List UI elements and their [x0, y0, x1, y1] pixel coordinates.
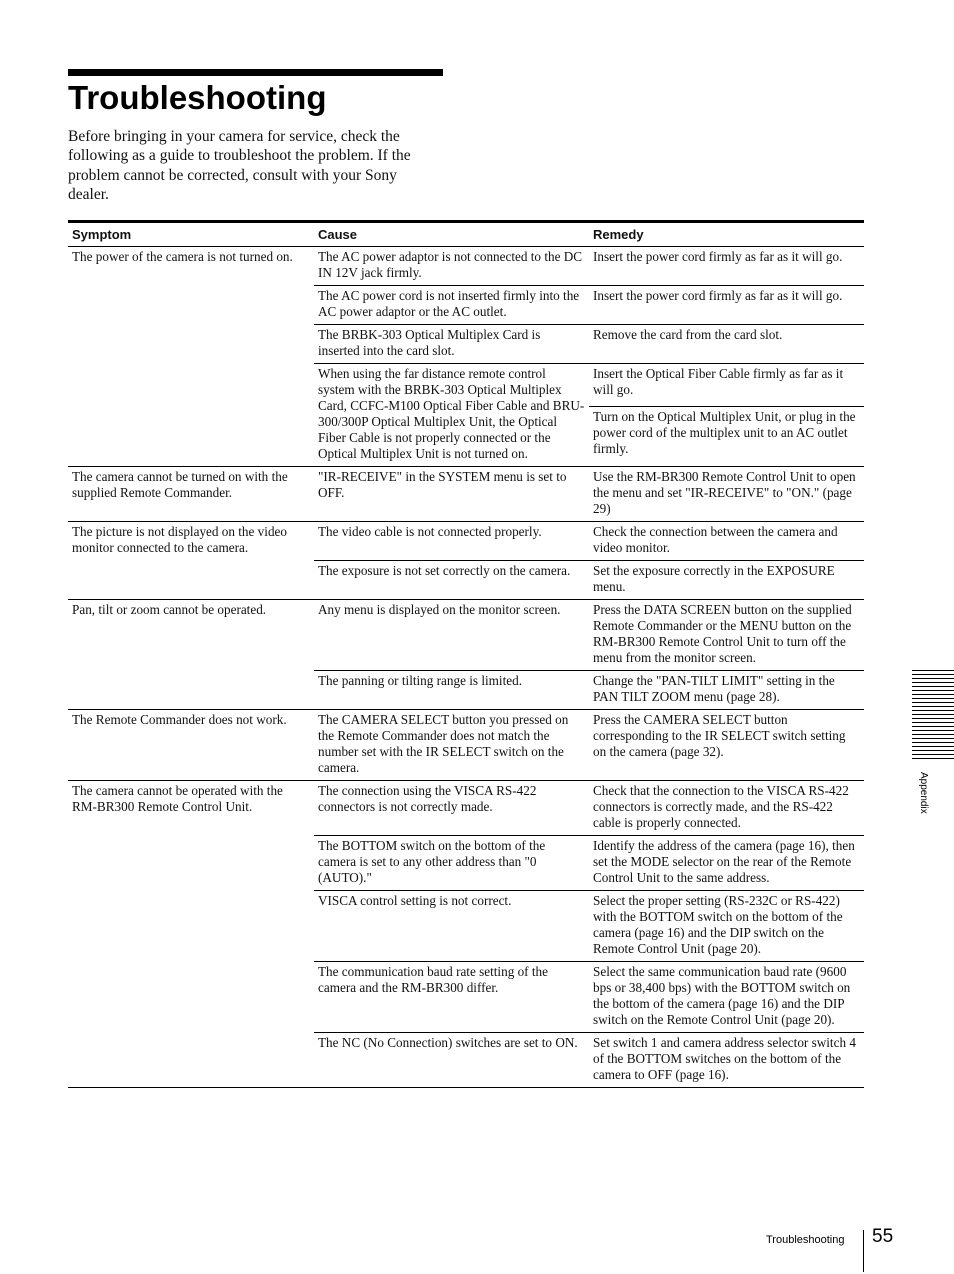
intro-paragraph: Before bringing in your camera for service, check the following as a guide to troubleshoot the problem. If the problem cannot be corrected, consult with your Sony dealer.: [68, 128, 411, 203]
header-cause: Cause: [314, 222, 589, 247]
page-title: Troubleshooting: [68, 79, 327, 116]
remedy-cell: Select the proper setting (RS-232C or RS-422) with the BOTTOM switch on the bottom of the camera (page 16) and the DIP switch on the Remote Control Unit (page 20).: [589, 891, 864, 962]
cause-cell: The AC power adaptor is not connected to the DC IN 12V jack firmly.: [314, 247, 589, 286]
symptom-cell: The power of the camera is not turned on.: [68, 247, 314, 467]
remedy-cell: Identify the address of the camera (page 16), then set the MODE selector on the rear of the Remote Control Unit to the same address.: [589, 836, 864, 891]
cause-cell: The BOTTOM switch on the bottom of the camera is set to any other address than "0 (AUTO).": [314, 836, 589, 891]
remedy-cell: Insert the Optical Fiber Cable firmly as far as it will go.: [589, 364, 864, 407]
table-body: [68, 247, 864, 1088]
remedy-cell: Select the same communication baud rate (9600 bps or 38,400 bps) with the BOTTOM switch on the bottom of the camera (page 16) and the DIP switch on the Remote Control Unit (page 20).: [589, 962, 864, 1033]
cause-cell: The communication baud rate setting of the camera and the RM-BR300 differ.: [314, 962, 589, 1033]
header-remedy: Remedy: [589, 222, 864, 247]
cause-cell: The BRBK-303 Optical Multiplex Card is inserted into the card slot.: [314, 325, 589, 364]
footer-divider: [863, 1230, 864, 1272]
symptom-cell: The picture is not displayed on the video monitor connected to the camera.: [68, 522, 314, 600]
table-row: [68, 600, 864, 671]
title-rule: [68, 69, 443, 76]
cause-cell: The AC power cord is not inserted firmly into the AC power adaptor or the AC outlet.: [314, 286, 589, 325]
side-tab-label: Appendix: [918, 772, 929, 814]
cause-cell: The CAMERA SELECT button you pressed on the Remote Commander does not match the number set with the IR SELECT switch on the camera.: [314, 710, 589, 781]
table-row: [68, 781, 864, 836]
cause-cell: "IR-RECEIVE" in the SYSTEM menu is set to OFF.: [314, 467, 589, 522]
table-row: [68, 467, 864, 522]
table-row: [68, 522, 864, 561]
table-row: [68, 710, 864, 781]
cause-cell: When using the far distance remote control system with the BRBK-303 Optical Multiplex Card, CCFC-M100 Optical Fiber Cable and BRU-300/300P Optical Multiplex Unit, the Optical Fiber Cable is not properly connected or the Optical Multiplex Unit is not turned on.: [314, 364, 589, 467]
remedy-cell: Press the CAMERA SELECT button corresponding to the IR SELECT switch setting on the camera (page 32).: [589, 710, 864, 781]
symptom-cell: Pan, tilt or zoom cannot be operated.: [68, 600, 314, 710]
remedy-cell: Check the connection between the camera and video monitor.: [589, 522, 864, 561]
remedy-cell: Set the exposure correctly in the EXPOSURE menu.: [589, 561, 864, 600]
cause-cell: The NC (No Connection) switches are set to ON.: [314, 1033, 589, 1088]
symptom-cell: The camera cannot be operated with the RM-BR300 Remote Control Unit.: [68, 781, 314, 1088]
remedy-cell: Press the DATA SCREEN button on the supplied Remote Commander or the MENU button on the RM-BR300 Remote Control Unit to turn off the menu from the monitor screen.: [589, 600, 864, 671]
symptom-cell: The Remote Commander does not work.: [68, 710, 314, 781]
table-row: [68, 247, 864, 286]
table-header-row: [68, 222, 864, 247]
symptom-cell: The camera cannot be turned on with the supplied Remote Commander.: [68, 467, 314, 522]
remedy-cell: Change the "PAN-TILT LIMIT" setting in the PAN TILT ZOOM menu (page 28).: [589, 671, 864, 710]
remedy-cell: Remove the card from the card slot.: [589, 325, 864, 364]
cause-cell: Any menu is displayed on the monitor screen.: [314, 600, 589, 671]
troubleshooting-table: [68, 220, 864, 1088]
cause-cell: VISCA control setting is not correct.: [314, 891, 589, 962]
page-number: 55: [872, 1226, 894, 1247]
remedy-cell: Insert the power cord firmly as far as it will go.: [589, 247, 864, 286]
remedy-cell: Turn on the Optical Multiplex Unit, or plug in the power cord of the multiplex unit to an AC outlet firmly.: [589, 406, 864, 466]
remedy-cell: Check that the connection to the VISCA RS-422 connectors is correctly made, and the RS-422 cable is properly connected.: [589, 781, 864, 836]
header-symptom: Symptom: [68, 222, 314, 247]
remedy-cell: Use the RM-BR300 Remote Control Unit to open the menu and set "IR-RECEIVE" to "ON." (page 29): [589, 467, 864, 522]
footer-section-label: Troubleshooting: [766, 1234, 845, 1246]
remedy-cell: Insert the power cord firmly as far as it will go.: [589, 286, 864, 325]
appendix-tab-stripes: [912, 670, 954, 760]
remedy-cell: Set switch 1 and camera address selector switch 4 of the BOTTOM switches on the bottom of the camera to OFF (page 16).: [589, 1033, 864, 1088]
cause-cell: The panning or tilting range is limited.: [314, 671, 589, 710]
cause-cell: The exposure is not set correctly on the camera.: [314, 561, 589, 600]
cause-cell: The connection using the VISCA RS-422 connectors is not correctly made.: [314, 781, 589, 836]
cause-cell: The video cable is not connected properly.: [314, 522, 589, 561]
